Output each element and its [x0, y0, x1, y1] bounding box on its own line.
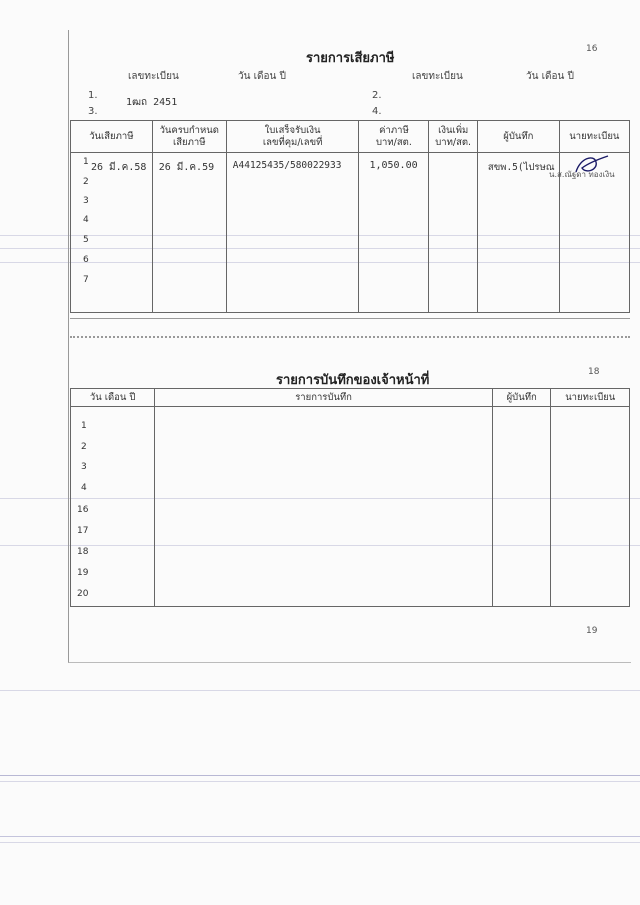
page-number-18: 18: [588, 367, 600, 377]
notes-row-17: 17: [77, 526, 89, 536]
notes-registrar-cell: [551, 407, 630, 607]
notes-row-16: 16: [77, 505, 89, 515]
col-notes-date: วัน เดือน ปี: [71, 389, 155, 407]
tax-table: [70, 120, 630, 313]
dotted-separator: [70, 336, 630, 344]
tax-value: 1,050.00: [369, 160, 418, 171]
table-cell-due: [152, 153, 226, 313]
notes-row-1: 1: [81, 421, 87, 431]
col-tax: ค่าภาษี บาท/สต.: [359, 121, 429, 153]
notes-row-18: 18: [77, 547, 89, 557]
col-due-date: วันครบกำหนด เสียภาษี: [152, 121, 226, 153]
row-num-1: 1: [83, 157, 89, 167]
page-number-16: 16: [586, 44, 598, 54]
paid-date-value: 26 มี.ค.58: [91, 162, 147, 173]
col-surcharge: เงินเพิ่ม บาท/สต.: [429, 121, 477, 153]
divider: [70, 318, 630, 319]
col-paid-date: วันเสียภาษี: [71, 121, 153, 153]
row-num-2: 2: [83, 177, 89, 187]
officer-notes-table: [70, 388, 630, 607]
col-receipt: ใบเสร็จรับเงิน เลขที่คุม/เลขที่: [226, 121, 359, 153]
col-notes-registrar: นายทะเบียน: [551, 389, 630, 407]
col-notes-recorder: ผู้บันทึก: [492, 389, 551, 407]
col-notes-entry: รายการบันทึก: [155, 389, 493, 407]
table-cell-paid: [71, 153, 153, 313]
notes-row-2: 2: [81, 442, 87, 452]
table-cell-tax: [359, 153, 429, 313]
col-recorder: ผู้บันทึก: [477, 121, 559, 153]
registrar-name: น.ส.ณัฐดา ทองเงิน: [549, 170, 615, 179]
recorder-value: สขพ.5(ไปรษณ: [487, 162, 555, 173]
due-date-value: 26 มี.ค.59: [158, 162, 215, 173]
row-num-3: 3: [83, 196, 89, 206]
notes-entry-cell: [155, 407, 493, 607]
reg-1-value: 1ฒถ 2451: [126, 97, 178, 108]
date-header-right: วัน เดือน ปี: [526, 71, 574, 82]
row-num-7: 7: [83, 275, 89, 285]
date-header-left: วัน เดือน ปี: [238, 71, 286, 82]
row-num-5: 5: [83, 235, 89, 245]
table-cell-surcharge: [429, 153, 477, 313]
reg-4-num: 4.: [372, 106, 382, 117]
notes-date-cell: [71, 407, 155, 607]
page-number-19: 19: [586, 626, 598, 636]
notes-recorder-cell: [492, 407, 551, 607]
reg-header-right: เลขทะเบียน: [412, 71, 463, 82]
row-num-6: 6: [83, 255, 89, 265]
reg-3-num: 3.: [88, 106, 98, 117]
officer-notes-title: รายการบันทึกของเจ้าหน้าที่: [276, 373, 430, 388]
tax-section-title: รายการเสียภาษี: [306, 51, 395, 66]
notes-row-20: 20: [77, 589, 89, 599]
notes-row-19: 19: [77, 568, 89, 578]
row-num-4: 4: [83, 215, 89, 225]
notes-row-4: 4: [81, 483, 87, 493]
notes-row-3: 3: [81, 462, 87, 472]
receipt-value: A44125435/580022933: [232, 160, 342, 171]
reg-header-left: เลขทะเบียน: [128, 71, 179, 82]
reg-2-num: 2.: [372, 90, 382, 101]
reg-1-num: 1.: [88, 90, 98, 101]
table-cell-receipt: [226, 153, 359, 313]
col-registrar: นายทะเบียน: [559, 121, 629, 153]
